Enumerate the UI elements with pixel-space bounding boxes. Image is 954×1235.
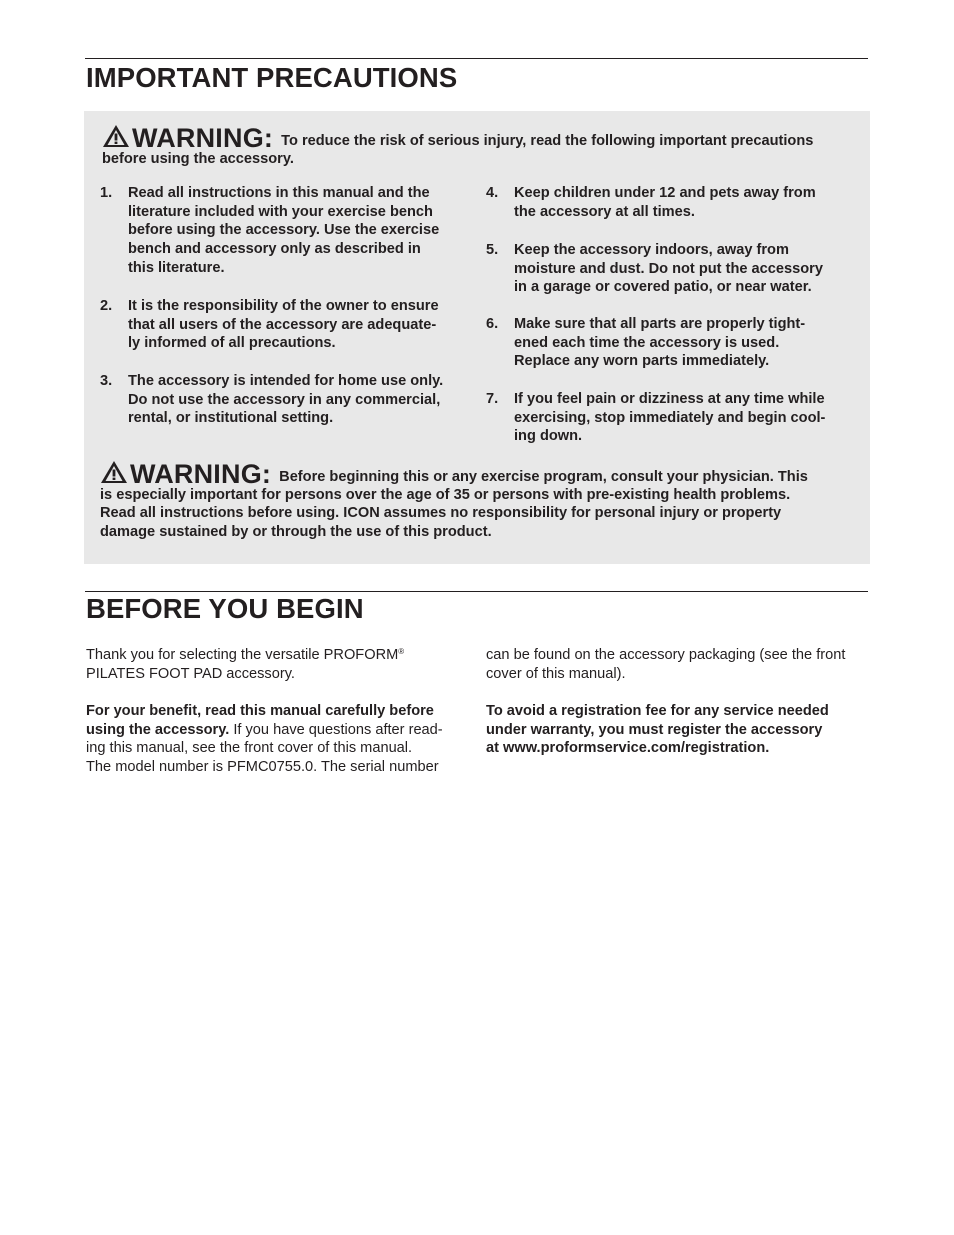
warning-1-word: WARNING: <box>132 123 274 153</box>
precautions-title: IMPORTANT PRECAUTIONS <box>86 62 458 93</box>
warning-triangle-icon <box>102 124 130 148</box>
warning-2-text-line2: is especially important for persons over the age of 35 or persons with pre-existing health problems. <box>100 486 791 503</box>
warning-1 <box>102 124 862 168</box>
warning-2-text-line1: Before beginning this or any exercise program, consult your physician. This <box>279 469 808 485</box>
warning-2 <box>100 460 862 542</box>
top-rule <box>85 58 868 59</box>
warning-1-text-line1: To reduce the risk of serious injury, read the following important precautions <box>281 133 814 149</box>
before-title: BEFORE YOU BEGIN <box>86 593 364 624</box>
middle-rule <box>85 591 868 592</box>
intro-paragraph: Thank you for selecting the versatile PROFORM® PILATES FOOT PAD accessory. <box>86 647 405 682</box>
registration-url-line: at www.proformservice.com/registration. <box>486 740 770 757</box>
benefit-paragraph: For your benefit, read this manual carefully before using the accessory. If you have questions after read- ing this manual, see the front cover of this manual. The model number is PFMC0755.0. The serial number <box>86 703 443 776</box>
warning-2-text-line3: Read all instructions before using. ICON assumes no responsibility for personal injury or property <box>100 505 782 522</box>
warning-2-word: WARNING: <box>130 459 272 489</box>
warning-triangle-icon <box>100 460 128 484</box>
warning-1-text-line2: before using the accessory. <box>102 150 294 167</box>
registration-paragraph: To avoid a registration fee for any service needed under warranty, you must register the accessory at www.proformservice.com/registration. <box>486 702 871 758</box>
warning-2-text-line4: damage sustained by or through the use of this product. <box>100 524 492 541</box>
serial-paragraph: can be found on the accessory packaging (see the front cover of this manual). <box>486 647 846 682</box>
registered-mark: ® <box>398 647 405 656</box>
